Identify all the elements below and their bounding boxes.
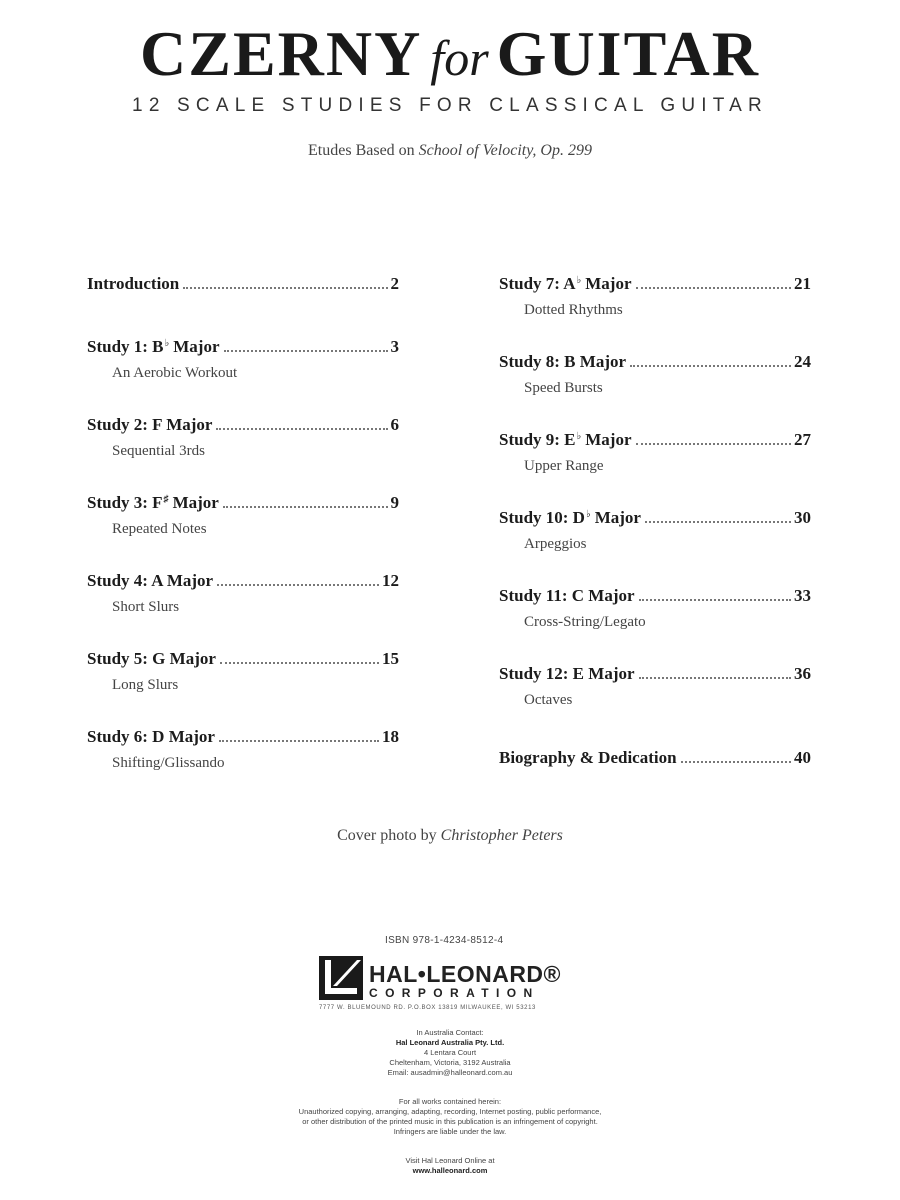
toc-entry-line [499, 430, 811, 450]
toc-entry-title [499, 352, 626, 372]
toc-title-text: Study 3: F [87, 493, 163, 512]
hal-leonard-mark-icon [319, 956, 363, 1000]
toc-page-number: 9 [390, 493, 399, 512]
toc-title-text: Study 8: B Major [499, 352, 627, 371]
toc-entry-title [87, 727, 215, 747]
isbn: ISBN 978-1-4234-8512-4 [385, 935, 504, 946]
dot-leader [681, 761, 791, 763]
dot-leader [219, 740, 379, 742]
toc-entry-line [87, 649, 399, 669]
toc-entry-line [499, 352, 811, 372]
dot-leader [220, 662, 379, 664]
dot-leader [630, 365, 791, 367]
toc-title-tail: Major [594, 508, 641, 527]
toc-entry-subtitle: An Aerobic Workout [112, 365, 238, 381]
legal-line1: For all works contained herein: [398, 1097, 502, 1106]
toc-entry[interactable] [499, 352, 811, 397]
toc-entry[interactable] [87, 337, 399, 382]
toc-entry-line [499, 664, 811, 684]
toc-title-text: Study 1: B [87, 337, 164, 356]
title-czerny: CZERNY [140, 18, 423, 89]
toc-entry-subtitle: Cross-String/Legato [524, 614, 646, 630]
dot-leader [223, 506, 388, 508]
toc-entry-subtitle: Octaves [524, 692, 573, 708]
dot-leader [183, 287, 387, 289]
toc-entry-title [499, 748, 677, 768]
toc-page-number: 33 [794, 586, 811, 605]
toc-entry[interactable] [499, 274, 811, 319]
toc-entry-title [499, 430, 632, 450]
legal-line3: or other distribution of the printed music in this publication is an infringement of copyright. [302, 1117, 598, 1126]
toc-entry[interactable] [499, 430, 811, 475]
toc-entry-title [87, 274, 179, 294]
australia-email: Email: ausadmin@halleonard.com.au [387, 1068, 513, 1077]
toc-title-tail: Major [172, 493, 219, 512]
toc-entry-title [87, 571, 213, 591]
toc-entry-line [87, 415, 399, 435]
toc-entry-line [87, 571, 399, 591]
toc-entry-title [87, 649, 216, 669]
toc-entry[interactable] [87, 649, 399, 694]
dot-leader [216, 428, 387, 430]
toc-title-text: Biography & Dedication [499, 748, 677, 767]
toc-entry[interactable] [87, 571, 399, 616]
toc-entry-subtitle: Repeated Notes [112, 521, 207, 537]
legal-line4: Infringers are liable under the law. [393, 1127, 507, 1136]
toc-entry[interactable] [87, 493, 399, 538]
toc-entry-subtitle: Sequential 3rds [112, 443, 205, 459]
based-prefix: Etudes Based on [308, 142, 419, 159]
toc-entry-line [499, 508, 811, 528]
book-title [0, 18, 900, 89]
toc-entry-title [87, 415, 212, 435]
accidental-symbol: ♭ [585, 509, 591, 520]
accidental-symbol: ♭ [576, 275, 582, 286]
toc-title-text: Study 7: A [499, 274, 576, 293]
toc-page-number: 12 [382, 571, 399, 590]
credit-prefix: Cover photo by [337, 827, 441, 844]
toc-title-text: Study 10: D [499, 508, 585, 527]
toc-entry[interactable] [499, 748, 811, 768]
toc-entry-line [499, 274, 811, 294]
toc-entry[interactable] [499, 508, 811, 553]
title-guitar: GUITAR [496, 18, 760, 89]
hal-leonard-logo [319, 956, 579, 1004]
copyright-notice [0, 1097, 900, 1137]
toc-entry[interactable] [499, 586, 811, 631]
based-work: School of Velocity, Op. 299 [418, 142, 592, 159]
toc-title-text: Study 2: F Major [87, 415, 213, 434]
toc-entry-line [87, 337, 399, 357]
toc-title-text: Introduction [87, 274, 180, 293]
toc-entry[interactable] [87, 415, 399, 460]
toc-entry-line [499, 586, 811, 606]
toc-title-tail: Major [585, 430, 632, 449]
toc-entry-title [499, 274, 632, 294]
toc-entry-title [87, 337, 220, 357]
dot-leader [224, 350, 388, 352]
toc-page-number: 40 [794, 748, 811, 767]
toc-entry[interactable] [87, 727, 399, 772]
toc-entry[interactable] [499, 664, 811, 709]
toc-entry[interactable] [87, 274, 399, 294]
toc-title-text: Study 12: E Major [499, 664, 635, 683]
title-for: for [430, 30, 489, 86]
toc-title-tail: Major [173, 337, 220, 356]
toc-entry-line [499, 748, 811, 768]
based-on-line [0, 142, 900, 160]
toc-entry-title [499, 586, 635, 606]
toc-entry-subtitle: Shifting/Glissando [112, 755, 225, 771]
accidental-symbol: ♯ [163, 494, 169, 505]
visit-line1: Visit Hal Leonard Online at [405, 1156, 495, 1165]
cover-photo-credit [0, 827, 900, 845]
publisher-address: 7777 W. BLUEMOUND RD. P.O.BOX 13819 MILWAUKEE, WI 53213 [319, 1005, 536, 1011]
toc-title-text: Study 6: D Major [87, 727, 215, 746]
toc-entry-subtitle: Dotted Rhythms [524, 302, 623, 318]
toc-title-text: Study 5: G Major [87, 649, 216, 668]
dot-leader [639, 599, 791, 601]
toc-page-number: 3 [390, 337, 399, 356]
toc-page-number: 18 [382, 727, 399, 746]
toc-entry-line [87, 727, 399, 747]
toc-entry-subtitle: Arpeggios [524, 536, 587, 552]
toc-entry-title [499, 664, 635, 684]
toc-entry-line [87, 274, 399, 294]
toc-entry-subtitle: Long Slurs [112, 677, 179, 693]
toc-entry-subtitle: Speed Bursts [524, 380, 603, 396]
toc-page-number: 6 [390, 415, 399, 434]
toc-entry-subtitle: Upper Range [524, 458, 604, 474]
toc-title-text: Study 4: A Major [87, 571, 214, 590]
dot-leader [636, 287, 791, 289]
credit-name: Christopher Peters [440, 827, 563, 844]
logo-line1: HAL•LEONARD® [369, 961, 561, 987]
accidental-symbol: ♭ [576, 431, 582, 442]
toc-title-tail: Major [585, 274, 632, 293]
australia-street: 4 Lentara Court [423, 1048, 477, 1057]
dot-leader [645, 521, 791, 523]
toc-title-text: Study 11: C Major [499, 586, 635, 605]
legal-line2: Unauthorized copying, arranging, adapting, recording, Internet posting, public performance, [298, 1107, 602, 1116]
book-subtitle: 12 SCALE STUDIES FOR CLASSICAL GUITAR [132, 95, 768, 116]
australia-contact [0, 1028, 900, 1078]
toc-page-number: 30 [794, 508, 811, 527]
toc-entry-subtitle: Short Slurs [112, 599, 180, 615]
toc-page-number: 2 [390, 274, 399, 293]
dot-leader [636, 443, 791, 445]
toc-page-number: 21 [794, 274, 811, 293]
toc-page-number: 15 [382, 649, 399, 668]
toc-entry-title [87, 493, 219, 513]
dot-leader [217, 584, 379, 586]
visit-url[interactable]: www.halleonard.com [412, 1166, 488, 1175]
toc-page-number: 36 [794, 664, 811, 683]
toc-page-number: 27 [794, 430, 811, 449]
australia-intro: In Australia Contact: [416, 1028, 484, 1037]
australia-company: Hal Leonard Australia Pty. Ltd. [395, 1038, 505, 1047]
toc-page-number: 24 [794, 352, 811, 371]
visit-online [0, 1156, 900, 1176]
logo-line2: CORPORATION [369, 986, 540, 1000]
dot-leader [639, 677, 791, 679]
toc-entry-title [499, 508, 641, 528]
accidental-symbol: ♭ [164, 338, 170, 349]
australia-city: Cheltenham, Victoria, 3192 Australia [389, 1058, 511, 1067]
toc-title-text: Study 9: E [499, 430, 576, 449]
toc-entry-line [87, 493, 399, 513]
